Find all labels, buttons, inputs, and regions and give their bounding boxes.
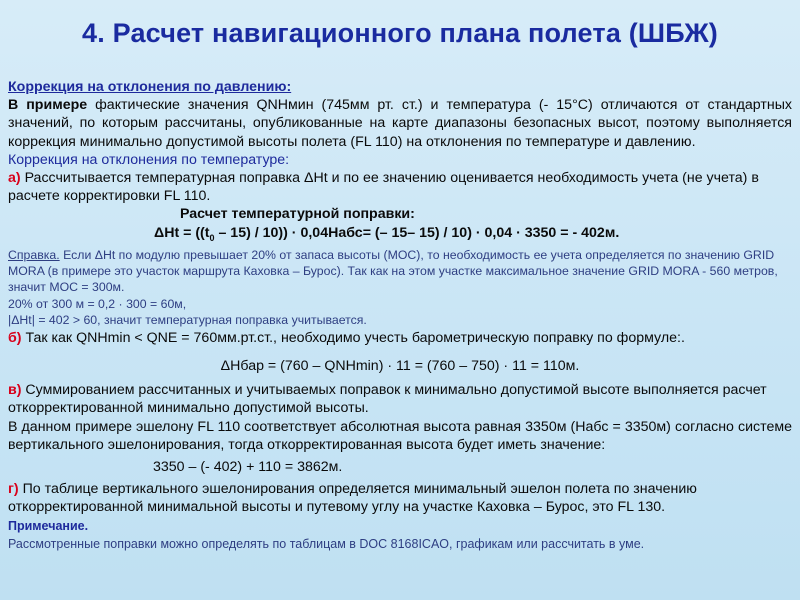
pressure-heading: Коррекция на отклонения по давлению: [8, 79, 292, 95]
pressure-text: фактические значения QNHмин (745мм рт. ст.) и температура (- 15°С) отличаются от стандартных значений, по которым рассчитаны, опубликованные на карте диапазоны безопасных высот, поэтому выполняется коррекция минимально допустимой высоты полета (FL 110) на отклонения по температуре и давлению. [8, 97, 792, 150]
step-d-label: г) [8, 481, 19, 498]
step-b-text: Так как QNHmin < QNE = 760мм.рт.ст., необходимо учесть барометрическую поправку по формуле:. [21, 329, 685, 346]
temperature-step-a [8, 169, 792, 205]
temperature-heading: Коррекция на отклонения по температуре: [8, 151, 290, 168]
sum-formula: 3350 – (- 402) + 110 = 3862м. [153, 458, 343, 475]
baro-formula: ΔHбар = (760 – QNHmin) · 11 = (760 – 750) · 11 = 110м. [220, 357, 580, 374]
temperature-note-line3: |ΔHt| = 402 > 60, значит температурная поправка учитывается. [8, 313, 367, 328]
final-step-d [8, 480, 792, 516]
sum-step-c [8, 381, 792, 417]
final-note-text: Рассмотренные поправки можно определять по таблицам в DOC 8168ICAO, графикам или рассчитать в уме. [8, 536, 645, 551]
step-a-text: Рассчитывается температурная поправка ΔHt и по ее значению оценивается необходимость учета (не учета) в расчете корректировки FL 110. [8, 170, 759, 205]
step-b-label: б) [8, 329, 22, 346]
step-c-text: Суммированием рассчитанных и учитываемых поправок к минимально допустимой высоте выполняется расчет откорректированной минимально допустимой высоты. [8, 382, 767, 417]
note-label: Справка. [8, 247, 60, 262]
temperature-formula [8, 224, 792, 247]
formula-subscript: 0 [209, 232, 215, 243]
temperature-note-line2: 20% от 300 м = 0,2 · 300 = 60м, [8, 296, 187, 311]
temperature-calc-title: Расчет температурной поправки: [180, 206, 415, 223]
step-c-label: в) [8, 382, 22, 399]
pressure-lead: В примере [8, 97, 88, 114]
formula-prefix: ΔHt = ((t [154, 224, 210, 241]
formula-suffix: – 15) / 10)) · 0,04Hабс= (– 15– 15) / 10) · 0,04 · 3350 = - 402м. [214, 224, 620, 241]
temperature-note [8, 247, 792, 296]
page-title: 4. Расчет навигационного плана полета (ШБЖ) [81, 18, 718, 48]
note-text: Если ΔHt по модулю превышает 20% от запаса высоты (МОС), то необходимость ее учета определяется по значению GRID MORA (в примере это участок маршрута Каховка – Бурос). Так как на этом участке максимальное значение GRID MORA - 560 метров, значит МОС = 300м. [8, 247, 778, 295]
baro-step-b [8, 329, 792, 347]
step-a-label: а) [8, 170, 21, 187]
sum-example: В данном примере эшелону FL 110 соответствует абсолютная высота равная 3350м (Hабс = 3350м) согласно системе вертикального эшелонирования, тогда откорректированная высота будет иметь значение: [8, 418, 792, 453]
spacer [8, 347, 792, 355]
slide-content [8, 78, 792, 553]
final-note-title: Примечание. [8, 518, 89, 533]
step-d-text: По таблице вертикального эшелонирования определяется минимальный эшелон полета по значению откорректированной минимальной высоты и путевому углу на участке Каховка – Бурос, это FL 130. [8, 481, 697, 516]
pressure-paragraph [8, 96, 792, 151]
